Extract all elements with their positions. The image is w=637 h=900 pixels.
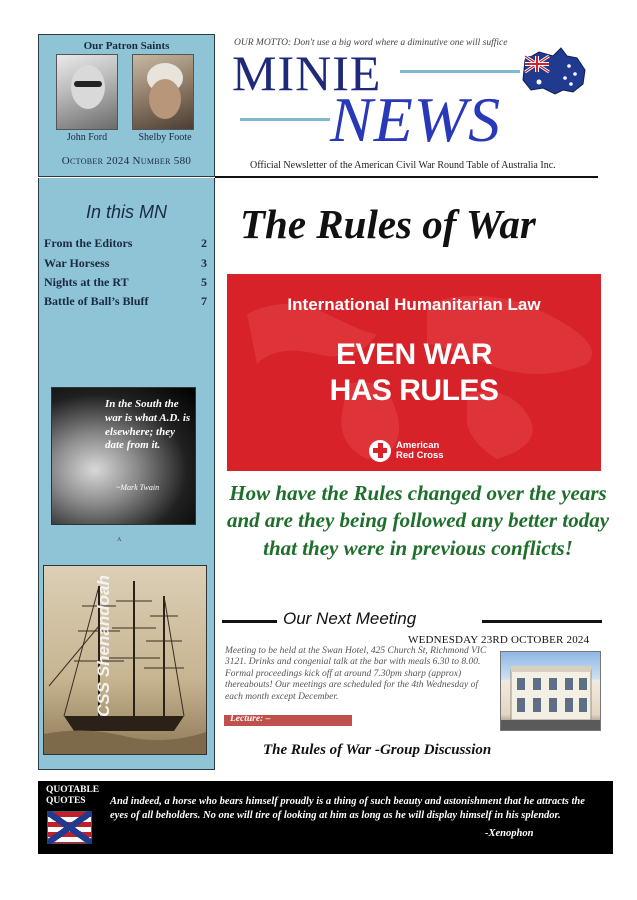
newsletter-subtitle: Official Newsletter of the American Civil War Round Table of Australia Inc.	[250, 160, 556, 171]
masthead-news: NEWS	[330, 84, 502, 155]
banner-heading: International Humanitarian Law	[287, 295, 541, 314]
meeting-rule	[222, 620, 277, 623]
john-ford-portrait	[56, 54, 118, 130]
title-rule	[240, 118, 330, 121]
red-cross-logotype	[396, 441, 444, 462]
red-cross-logotype-line1: American	[396, 440, 440, 451]
meeting-date: WEDNESDAY 23RD OCTOBER 2024	[408, 634, 590, 646]
motto: OUR MOTTO: Don't use a big word where a diminutive one will suffice	[234, 38, 508, 48]
next-meeting-title: Our Next Meeting	[283, 609, 417, 628]
contents-heading: In this MN	[85, 202, 168, 222]
ship-name-label: CSS Shenandoah	[94, 575, 113, 717]
confederate-flag-icon	[47, 811, 92, 844]
lecture-label: Lecture: –	[230, 714, 271, 724]
patron-saints-title: Our Patron Saints	[83, 40, 170, 52]
toc-item-title: From the Editors	[44, 236, 133, 250]
sailing-ship-icon	[44, 566, 206, 754]
toc-item-title: Battle of Ball’s Bluff	[44, 294, 149, 308]
shelby-foote-portrait	[132, 54, 194, 130]
lead-question: How have the Rules changed over the years and are they being followed any better today that they were in previous conflicts!	[226, 481, 610, 560]
toc-item[interactable]	[44, 275, 207, 290]
twain-quote: In the South the war is what A.D. is elsewhere; they date from it.	[105, 398, 191, 452]
toc-item-page: 3	[201, 256, 207, 270]
australia-flag-map-icon	[519, 46, 591, 98]
header-divider	[215, 176, 598, 178]
toc-item-page: 7	[201, 294, 207, 308]
meeting-rule	[482, 620, 602, 623]
toc-item[interactable]	[44, 294, 207, 309]
quote-text: And indeed, a horse who bears himself proudly is a thing of such beauty and astonishment that he attracts the eyes of all beholders. No one will tire of looking at him as long as he will display himself in his splendor.	[110, 796, 585, 821]
ship-illustration	[43, 565, 207, 755]
quote-author: -Xenophon	[485, 828, 534, 839]
toc-item-page: 5	[201, 275, 207, 289]
image-mark: A	[117, 537, 122, 543]
twain-signature: ~Mark Twain	[116, 483, 160, 492]
red-cross-logotype-line2: Red Cross	[396, 450, 444, 462]
toc-item-title: War Horsess	[44, 256, 110, 270]
john-ford-caption: John Ford	[66, 132, 108, 143]
meeting-details: Meeting to be held at the Swan Hotel, 425 Church St, Richmond VIC 3121. Drinks and congenial talk at the bar with meals 6.30 to 8.00. Formal proceedings kick off at around 7.30pm sharp (approx) thereabouts! Our meetings are scheduled for the 4th Wednesday of each month except December.	[225, 646, 487, 702]
toc-item-page: 2	[201, 236, 207, 250]
toc-item-title: Nights at the RT	[44, 275, 129, 289]
shelby-foote-caption: Shelby Foote	[138, 132, 192, 143]
quotable-quotes-label-line1: QUOTABLE	[46, 785, 100, 795]
toc-item[interactable]	[44, 236, 207, 251]
masthead-minie: MINIE	[232, 45, 382, 101]
title-rule	[400, 70, 520, 73]
banner-slogan-line1: EVEN WAR	[335, 338, 493, 371]
headline: The Rules of War	[240, 201, 536, 247]
meeting-topic: The Rules of War -Group Discussion	[263, 742, 492, 758]
building-icon	[501, 652, 600, 730]
issue-number: October 2024 Number 580	[61, 155, 192, 167]
quotable-quotes-label-line2: QUOTES	[46, 796, 86, 807]
toc-item[interactable]	[44, 256, 207, 271]
quotable-quotes-label	[46, 785, 99, 808]
swan-hotel-photo	[500, 651, 601, 731]
banner-slogan-line2: HAS RULES	[329, 374, 499, 407]
red-cross-icon-bar	[378, 443, 383, 458]
banner-slogan	[227, 337, 601, 409]
